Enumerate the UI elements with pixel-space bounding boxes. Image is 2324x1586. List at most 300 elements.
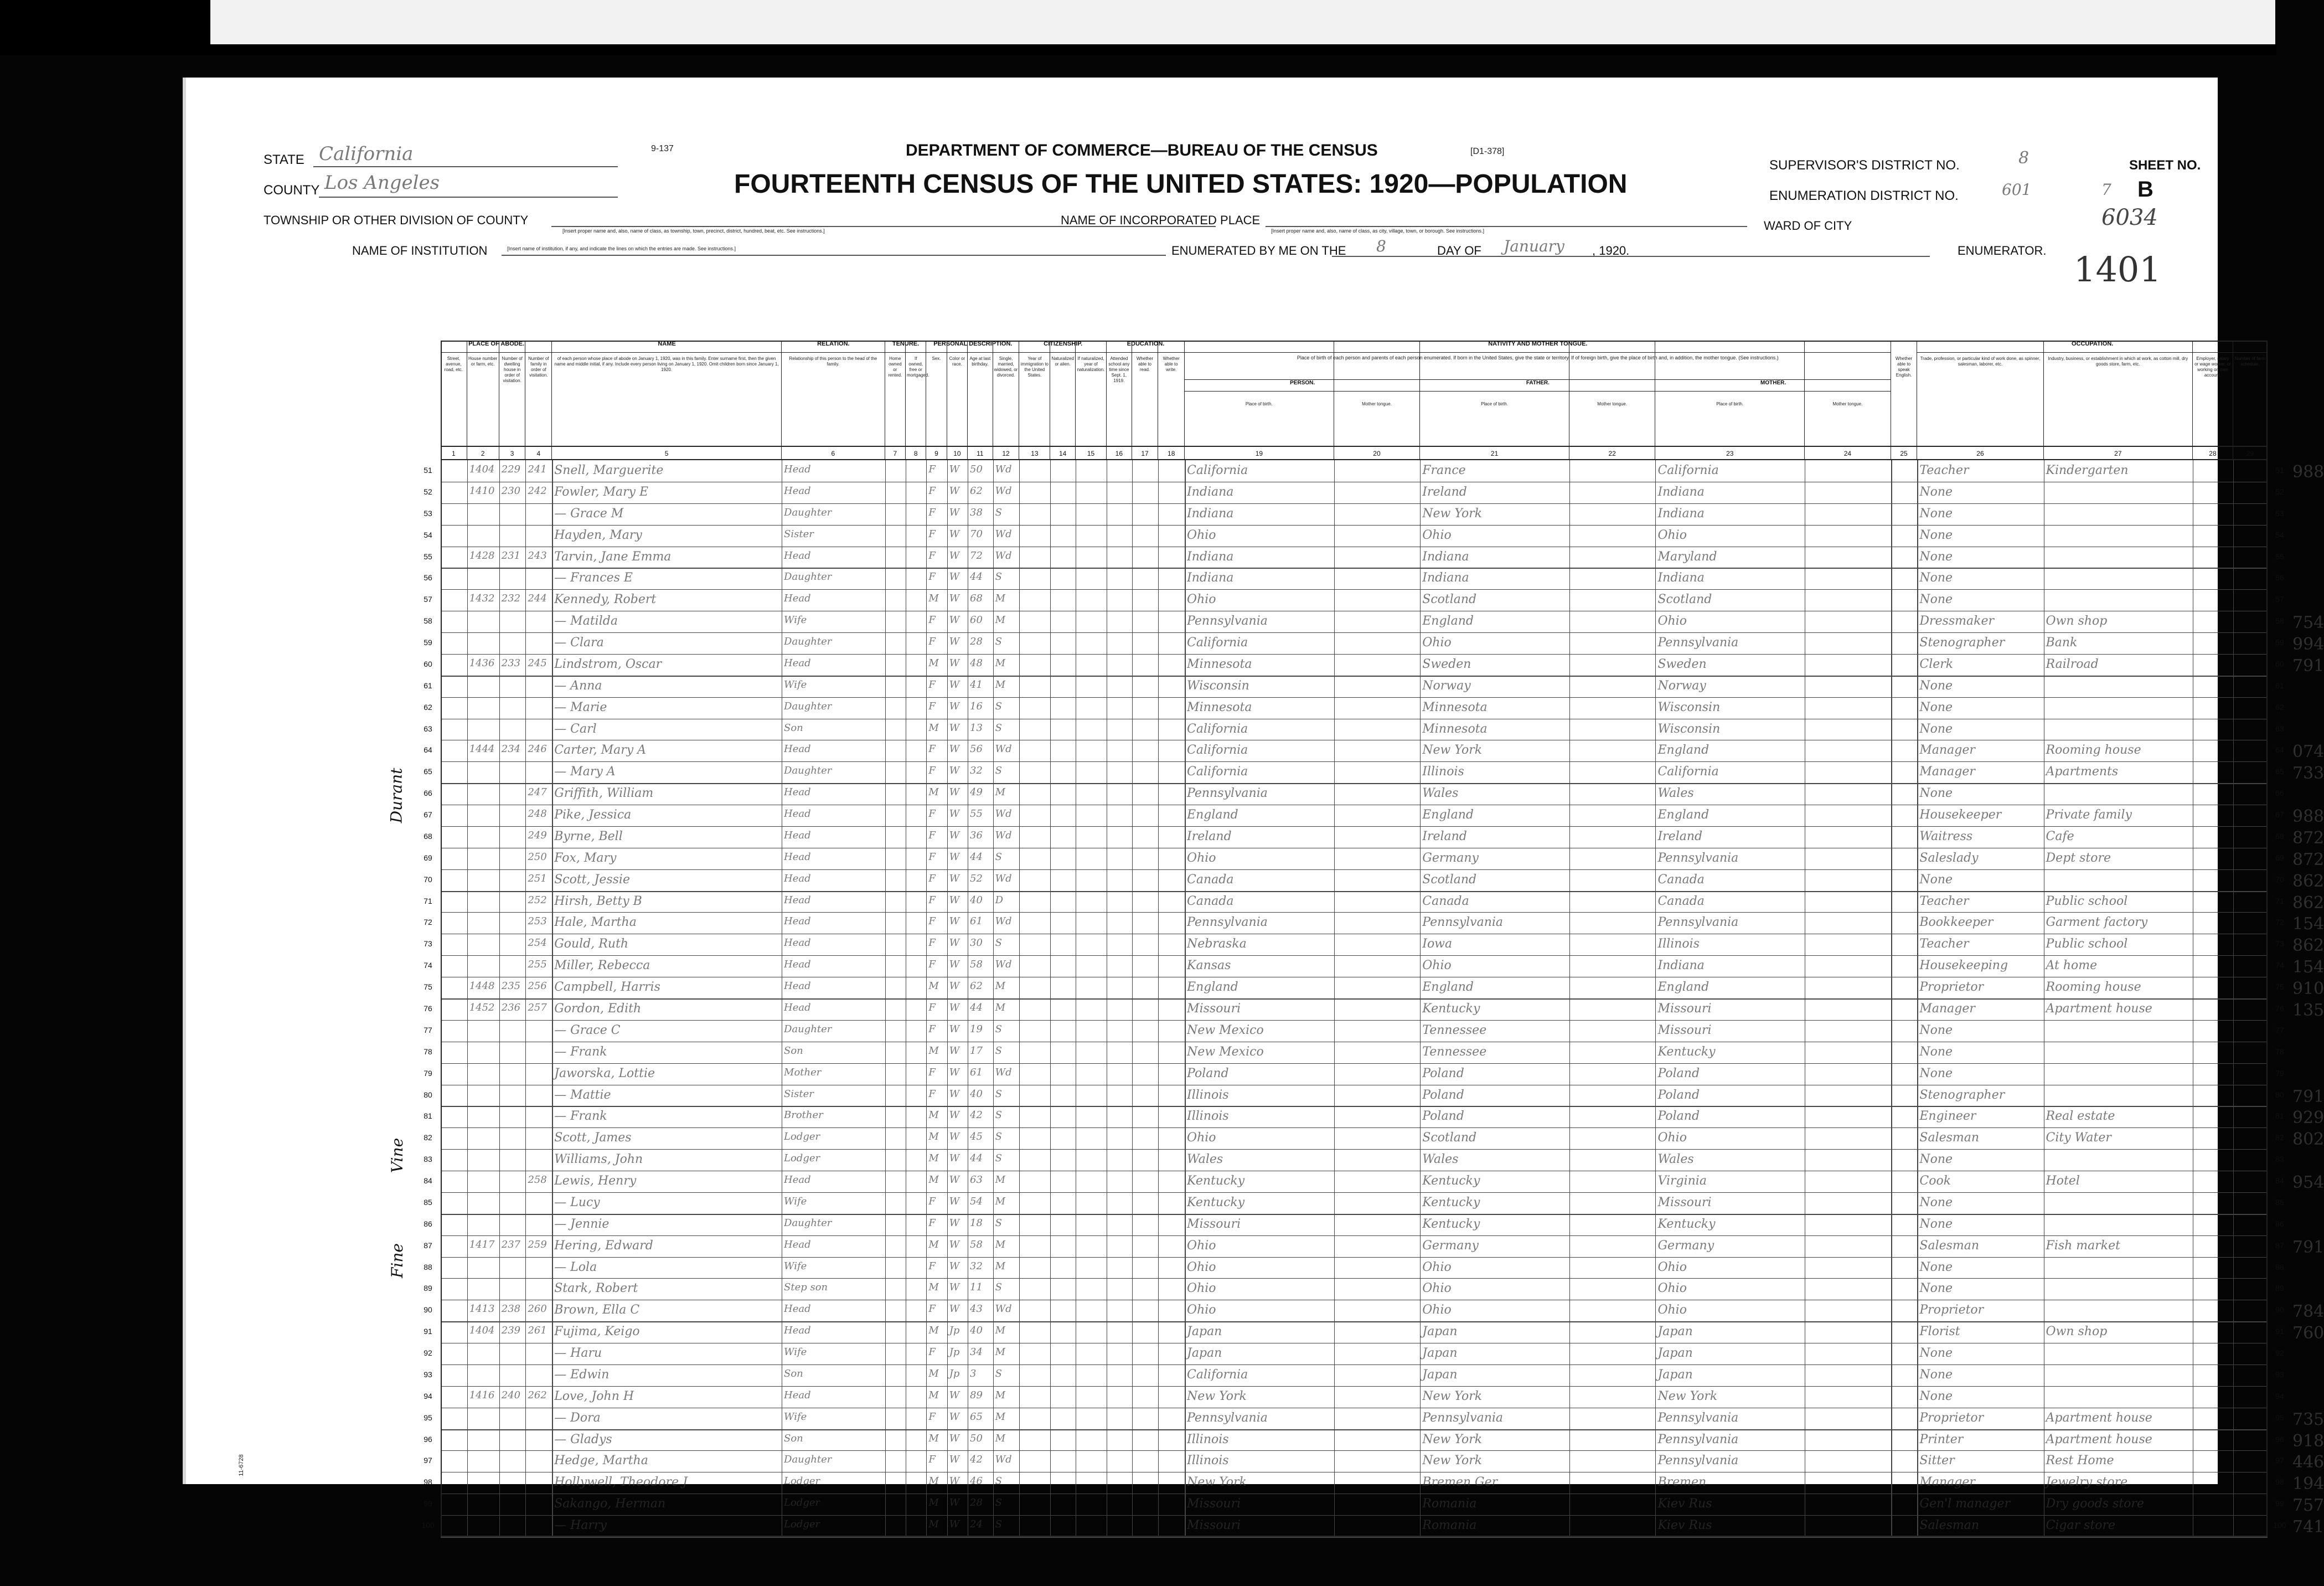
cell-dw: 240 [501,1389,521,1401]
row-number: 57 [424,595,432,604]
cell-race: W [949,786,960,799]
cell-rel: Daughter [784,506,832,518]
cell-bp: Minnesota [1187,700,1252,714]
cell-race: W [949,1109,960,1121]
cell-rel: Son [784,1044,803,1057]
cell-race: W [949,1195,960,1207]
cell-occ: Bookkeeper [1919,915,1994,930]
form-number: 9-137 [651,144,674,153]
cell-occ: None [1919,1367,1953,1382]
cell-sex: F [928,1454,936,1466]
cell-name: — Clara [554,636,604,650]
cell-occ: None [1919,678,1953,693]
row-number: 65 [424,767,432,776]
cell-name: — Lucy [554,1195,600,1209]
cell-age: 44 [970,1002,983,1013]
occupation-code: 862 [2292,871,2324,891]
cell-dw: 237 [501,1238,521,1250]
cell-rel: Lodger [784,1475,820,1487]
cell-ind: Cigar store [2046,1518,2116,1533]
cell-sex: M [928,1152,939,1165]
row-number: 99 [424,1499,432,1508]
cell-mbp: Ohio [1657,1303,1687,1317]
cell-name: — Dora [554,1410,601,1425]
column-number-9: 9 [926,446,947,460]
cell-dw: 230 [501,485,521,497]
column-header-9: Sex. [926,341,947,446]
cell-mbp: Ireland [1657,829,1703,843]
cell-cond: M [995,1325,1006,1337]
cell-rel: Head [784,593,811,605]
cell-fbp: Norway [1422,678,1471,693]
row-number: 55 [424,552,432,561]
cell-race: W [949,765,960,777]
column-number-16: 16 [1107,446,1132,460]
cell-mbp: Illinois [1657,937,1700,951]
cell-rel: Head [784,485,811,497]
cell-fam: 241 [528,464,547,475]
cell-bp: Ohio [1187,851,1216,865]
cell-sex: M [928,980,939,992]
cell-sex: M [928,1174,939,1186]
occupation-code: 757 [2292,1496,2324,1516]
column-number-2: 2 [467,446,499,460]
cell-bp: Missouri [1187,1497,1241,1511]
row-number: 91 [424,1327,432,1336]
occupation-code: 791 [2292,656,2324,676]
cell-fbp: Wales [1422,786,1459,801]
cell-age: 70 [970,528,983,540]
cell-dw: 238 [501,1303,521,1315]
group-tenure: TENURE. [885,341,927,353]
row-number-right: 65 [2275,767,2284,776]
group-nativity: NATIVITY AND MOTHER TONGUE. [1185,341,1891,353]
cell-race: W [949,1410,960,1423]
column-header-12: Single, married, widowed, or divorced. [993,341,1020,446]
cell-bp: Japan [1187,1346,1222,1361]
cell-mbp: Wales [1657,1152,1694,1167]
row-number: 77 [424,1025,432,1034]
cell-rel: Head [784,829,811,841]
cell-sex: F [928,851,936,863]
cell-sex: F [928,1260,936,1272]
cell-fbp: Kentucky [1422,1217,1480,1231]
cell-race: Jp [949,1367,960,1379]
cell-cond: M [995,678,1006,691]
cell-sex: F [928,464,936,475]
column-number-26: 26 [1917,446,2043,460]
cell-ind: Apartment house [2046,1002,2152,1016]
occupation-code: 862 [2292,893,2324,913]
row-number: 78 [424,1047,432,1056]
cell-occ: Teacher [1919,937,1969,951]
enumerated-year: , 1920. [1592,244,1630,258]
cell-age: 11 [970,1281,983,1294]
cell-bp: Missouri [1187,1518,1241,1533]
cell-occ: Proprietor [1919,1303,1984,1317]
cell-fbp: New York [1422,1389,1483,1403]
cell-age: 42 [970,1454,983,1466]
cell-dw: 229 [501,464,521,475]
form-ref: [D1-378] [1470,147,1505,156]
cell-cond: S [995,1518,1003,1531]
cell-sex: F [928,937,936,949]
cell-bp: New York [1187,1475,1247,1490]
cell-rel: Head [784,937,811,949]
enumerator-label: ENUMERATOR. [1958,244,2047,258]
cell-sex: M [928,1432,939,1444]
cell-occ: Stenographer [1919,636,2005,650]
row-number-right: 51 [2275,466,2284,475]
cell-fam: 253 [528,915,547,928]
column-number-7: 7 [885,446,906,460]
cell-occ: Saleslady [1919,851,1979,865]
cell-race: W [949,528,960,540]
cell-sex: F [928,1195,936,1207]
cell-sex: F [928,808,936,820]
cell-age: 52 [970,872,983,884]
subgroup-person: PERSON. [1185,379,1420,392]
cell-occ: Teacher [1919,894,1969,908]
cell-occ: Engineer [1919,1109,1976,1124]
cell-bp: Minnesota [1187,657,1252,671]
cell-sex: F [928,894,936,906]
cell-age: 3 [970,1367,977,1379]
cell-sex: M [928,722,939,734]
cell-dw: 233 [501,657,521,669]
cell-sex: M [928,1475,939,1487]
cell-fbp: Minnesota [1422,722,1488,736]
cell-race: W [949,1389,960,1401]
cell-fbp: Wales [1422,1152,1459,1167]
cell-rel: Lodger [784,1152,820,1165]
enumerated-day: 8 [1376,237,1386,255]
row-number: 70 [424,874,432,884]
cell-dw: 234 [501,743,521,755]
cell-age: 54 [970,1195,983,1207]
cell-cond: M [995,1195,1006,1207]
cell-occ: Clerk [1919,657,1954,671]
cell-cond: S [995,722,1003,734]
cell-sex: M [928,1497,939,1509]
row-number-right: 100 [2273,1521,2286,1530]
cell-bp: California [1187,1367,1248,1382]
cell-race: W [949,959,960,971]
row-number-right: 61 [2275,681,2284,690]
cell-ind: Jewelry store [2046,1475,2128,1490]
cell-race: W [949,593,960,605]
cell-occ: None [1919,1195,1953,1209]
cell-occ: Florist [1919,1325,1960,1339]
cell-occ: None [1919,571,1953,585]
cell-sex: F [928,1346,936,1358]
cell-cond: S [995,1023,1003,1035]
cell-fbp: Romania [1422,1497,1477,1511]
cell-rel: Head [784,464,811,475]
occupation-code: 918 [2292,1431,2324,1451]
cell-bp: Kentucky [1187,1195,1245,1209]
cell-rel: Head [784,657,811,669]
occupation-code: 994 [2292,635,2324,655]
occupation-code: 135 [2292,1001,2324,1020]
row-number: 75 [424,982,432,992]
cell-num: 1436 [469,657,495,669]
cell-age: 72 [970,549,983,562]
cell-fbp: Japan [1422,1346,1458,1361]
cell-mbp: Pennsylvania [1657,636,1739,650]
cell-cond: S [995,636,1003,648]
cell-sex: F [928,678,936,691]
row-number: 83 [424,1155,432,1164]
cell-mbp: Missouri [1657,1002,1712,1016]
cell-fbp: New York [1422,506,1483,521]
cell-sex: F [928,872,936,884]
cell-name: Kennedy, Robert [554,593,657,607]
cell-ind: Bank [2046,636,2078,650]
cell-rel: Head [784,1389,811,1401]
cell-fam: 252 [528,894,547,906]
row-number: 90 [424,1305,432,1315]
cell-bp: Kansas [1187,959,1231,973]
row-number-right: 66 [2275,789,2284,798]
cell-age: 44 [970,571,983,583]
column-number-12: 12 [993,446,1020,460]
cell-bp: Ohio [1187,1131,1216,1145]
cell-mbp: England [1657,743,1710,758]
cell-race: W [949,1066,960,1078]
supervisor-value: 8 [2018,148,2029,168]
cell-ind: Rest Home [2046,1454,2114,1468]
cell-mbp: Missouri [1657,1023,1712,1037]
cell-occ: None [1919,1389,1953,1403]
column-header-11: Age at last birthday. [968,341,993,446]
cell-race: W [949,1131,960,1143]
cell-bp: New Mexico [1187,1023,1264,1037]
cell-sex: F [928,829,936,841]
row-number: 89 [424,1284,432,1293]
cell-bp: Ohio [1187,528,1216,542]
occupation-code: 988 [2292,462,2324,482]
row-number-right: 56 [2275,573,2284,583]
cell-cond: S [995,1217,1003,1229]
cell-fbp: Tennessee [1422,1044,1487,1059]
cell-fbp: England [1422,980,1474,995]
cell-dw: 235 [501,980,521,992]
cell-cond: M [995,614,1006,626]
cell-age: 16 [970,700,983,712]
cell-race: W [949,1260,960,1272]
institution-hint: [Insert name of institution, if any, and indicate the lines on which the entries are made. See instructions.] [507,246,736,251]
cell-race: W [949,722,960,734]
row-number: 63 [424,724,432,733]
cell-race: W [949,1432,960,1444]
cell-sex: M [928,1518,939,1531]
cell-cond: M [995,980,1006,992]
column-number-27: 27 [2044,446,2193,460]
cell-race: W [949,506,960,518]
cell-sex: F [928,506,936,518]
cell-mbp: Pennsylvania [1657,1410,1739,1425]
cell-fbp: Pennsylvania [1422,915,1504,930]
cell-ind: Fish market [2046,1238,2120,1253]
cell-fam: 245 [528,657,547,669]
row-number: 61 [424,681,432,690]
cell-name: — Marie [554,700,607,714]
row-number-right: 82 [2275,1133,2284,1142]
cell-race: W [949,894,960,906]
cell-cond: M [995,1174,1006,1186]
column-number-18: 18 [1158,446,1185,460]
cell-fam: 249 [528,829,547,841]
cell-occ: Dressmaker [1919,614,1994,629]
column-number-15: 15 [1076,446,1107,460]
column-number-6: 6 [782,446,885,460]
cell-bp: Pennsylvania [1187,786,1268,801]
cell-num: 1444 [469,743,495,755]
cell-name: Pike, Jessica [554,808,632,822]
row-number: 60 [424,659,432,668]
cell-cond: Wd [995,808,1012,820]
sheet-value: 7 [2101,181,2111,199]
cell-age: 49 [970,786,983,799]
cell-sex: F [928,915,936,928]
column-header-4: Number of family in order of visitation. [525,341,552,446]
cell-mbp: Poland [1657,1066,1700,1080]
cell-bp: Canada [1187,872,1234,887]
cell-race: W [949,872,960,884]
cell-occ: None [1919,506,1953,521]
institution-label: NAME OF INSTITUTION [352,244,488,258]
cell-bp: Ohio [1187,1303,1216,1317]
cell-mbp: Virginia [1657,1174,1707,1188]
cell-occ: Manager [1919,1002,1975,1016]
cell-fbp: Ohio [1422,1303,1452,1317]
cell-bp: Pennsylvania [1187,915,1268,930]
cell-rel: Head [784,872,811,884]
cell-name: Griffith, William [554,786,654,801]
cell-occ: Manager [1919,1475,1975,1490]
cell-name: — Frank [554,1044,607,1059]
cell-bp: Indiana [1187,506,1234,521]
cell-fbp: Tennessee [1422,1023,1487,1037]
row-number: 98 [424,1477,432,1487]
cell-fbp: Ireland [1422,829,1467,843]
cell-rel: Head [784,1174,811,1186]
cell-fbp: Ohio [1422,1260,1452,1274]
cell-fbp: Kentucky [1422,1195,1480,1209]
column-number-3: 3 [499,446,526,460]
cell-fbp: Poland [1422,1088,1464,1102]
cell-bp: Ohio [1187,1260,1216,1274]
row-number-right: 73 [2275,939,2284,949]
cell-fam: 255 [528,959,547,971]
row-number-right: 97 [2275,1456,2284,1465]
township-label: TOWNSHIP OR OTHER DIVISION OF COUNTY [264,213,529,227]
cell-rel: Son [784,1367,803,1379]
cell-cond: M [995,1346,1006,1358]
row-number-right: 75 [2275,982,2284,992]
cell-cond: S [995,1367,1003,1379]
row-number-right: 67 [2275,810,2284,820]
row-number-right: 95 [2275,1413,2284,1422]
cell-name: Stark, Robert [554,1281,638,1296]
row-number-right: 54 [2275,530,2284,539]
incorporated-label: NAME OF INCORPORATED PLACE [1061,213,1261,227]
cell-bp: Wales [1187,1152,1223,1167]
cell-name: — Anna [554,678,602,693]
cell-rel: Head [784,743,811,755]
cell-race: W [949,1002,960,1013]
cell-ind: Apartment house [2046,1410,2152,1425]
cell-cond: S [995,1497,1003,1509]
group-education: EDUCATION. [1107,341,1185,353]
row-number-right: 91 [2275,1327,2284,1336]
cell-cond: M [995,1432,1006,1444]
cell-ind: At home [2046,959,2098,973]
row-number: 62 [424,702,432,712]
cell-rel: Daughter [784,636,832,648]
cell-cond: M [995,1002,1006,1013]
row-number-right: 52 [2275,487,2284,496]
cell-fbp: England [1422,808,1474,822]
cell-sex: M [928,1044,939,1057]
cell-bp: Wisconsin [1187,678,1249,693]
column-number-8: 8 [906,446,926,460]
cell-fbp: Illinois [1422,765,1464,779]
scan-top-edge [210,0,2275,44]
row-number: 100 [421,1521,435,1530]
cell-name: — Grace C [554,1023,621,1037]
cell-mbp: Kentucky [1657,1217,1716,1231]
cell-name: Fujima, Keigo [554,1325,640,1339]
cell-num: 1410 [469,485,495,497]
state-label: STATE [264,152,304,167]
cell-mbp: Ohio [1657,1260,1687,1274]
cell-ind: Own shop [2046,1325,2108,1339]
cell-rel: Head [784,786,811,799]
row-number: 86 [424,1219,432,1228]
row-number: 82 [424,1133,432,1142]
row-number-right: 63 [2275,724,2284,733]
enumerated-month: January [1504,237,1564,255]
cell-mbp: Sweden [1657,657,1707,671]
cell-fam: 246 [528,743,547,755]
cell-ind: Own shop [2046,614,2108,629]
cell-name: Fowler, Mary E [554,485,649,499]
cell-age: 56 [970,743,983,755]
cell-num: 1448 [469,980,495,992]
cell-dw: 231 [501,549,521,562]
cell-age: 36 [970,829,983,841]
cell-cond: M [995,593,1006,605]
cell-rel: Sister [784,1088,814,1100]
cell-name: — Mary A [554,765,616,779]
row-number: 54 [424,530,432,539]
cell-num: 1417 [469,1238,495,1250]
cell-occ: Cook [1919,1174,1951,1188]
cell-bp: Ohio [1187,593,1216,607]
cell-rel: Wife [784,1195,807,1207]
cell-bp: Indiana [1187,571,1234,585]
cell-mbp: Japan [1657,1325,1693,1339]
cell-cond: S [995,700,1003,712]
cell-name: Gould, Ruth [554,937,629,951]
cell-fam: 244 [528,593,547,605]
row-number: 76 [424,1004,432,1013]
cell-cond: Wd [995,959,1012,971]
cell-fbp: Japan [1422,1367,1458,1382]
cell-bp: Poland [1187,1066,1229,1080]
